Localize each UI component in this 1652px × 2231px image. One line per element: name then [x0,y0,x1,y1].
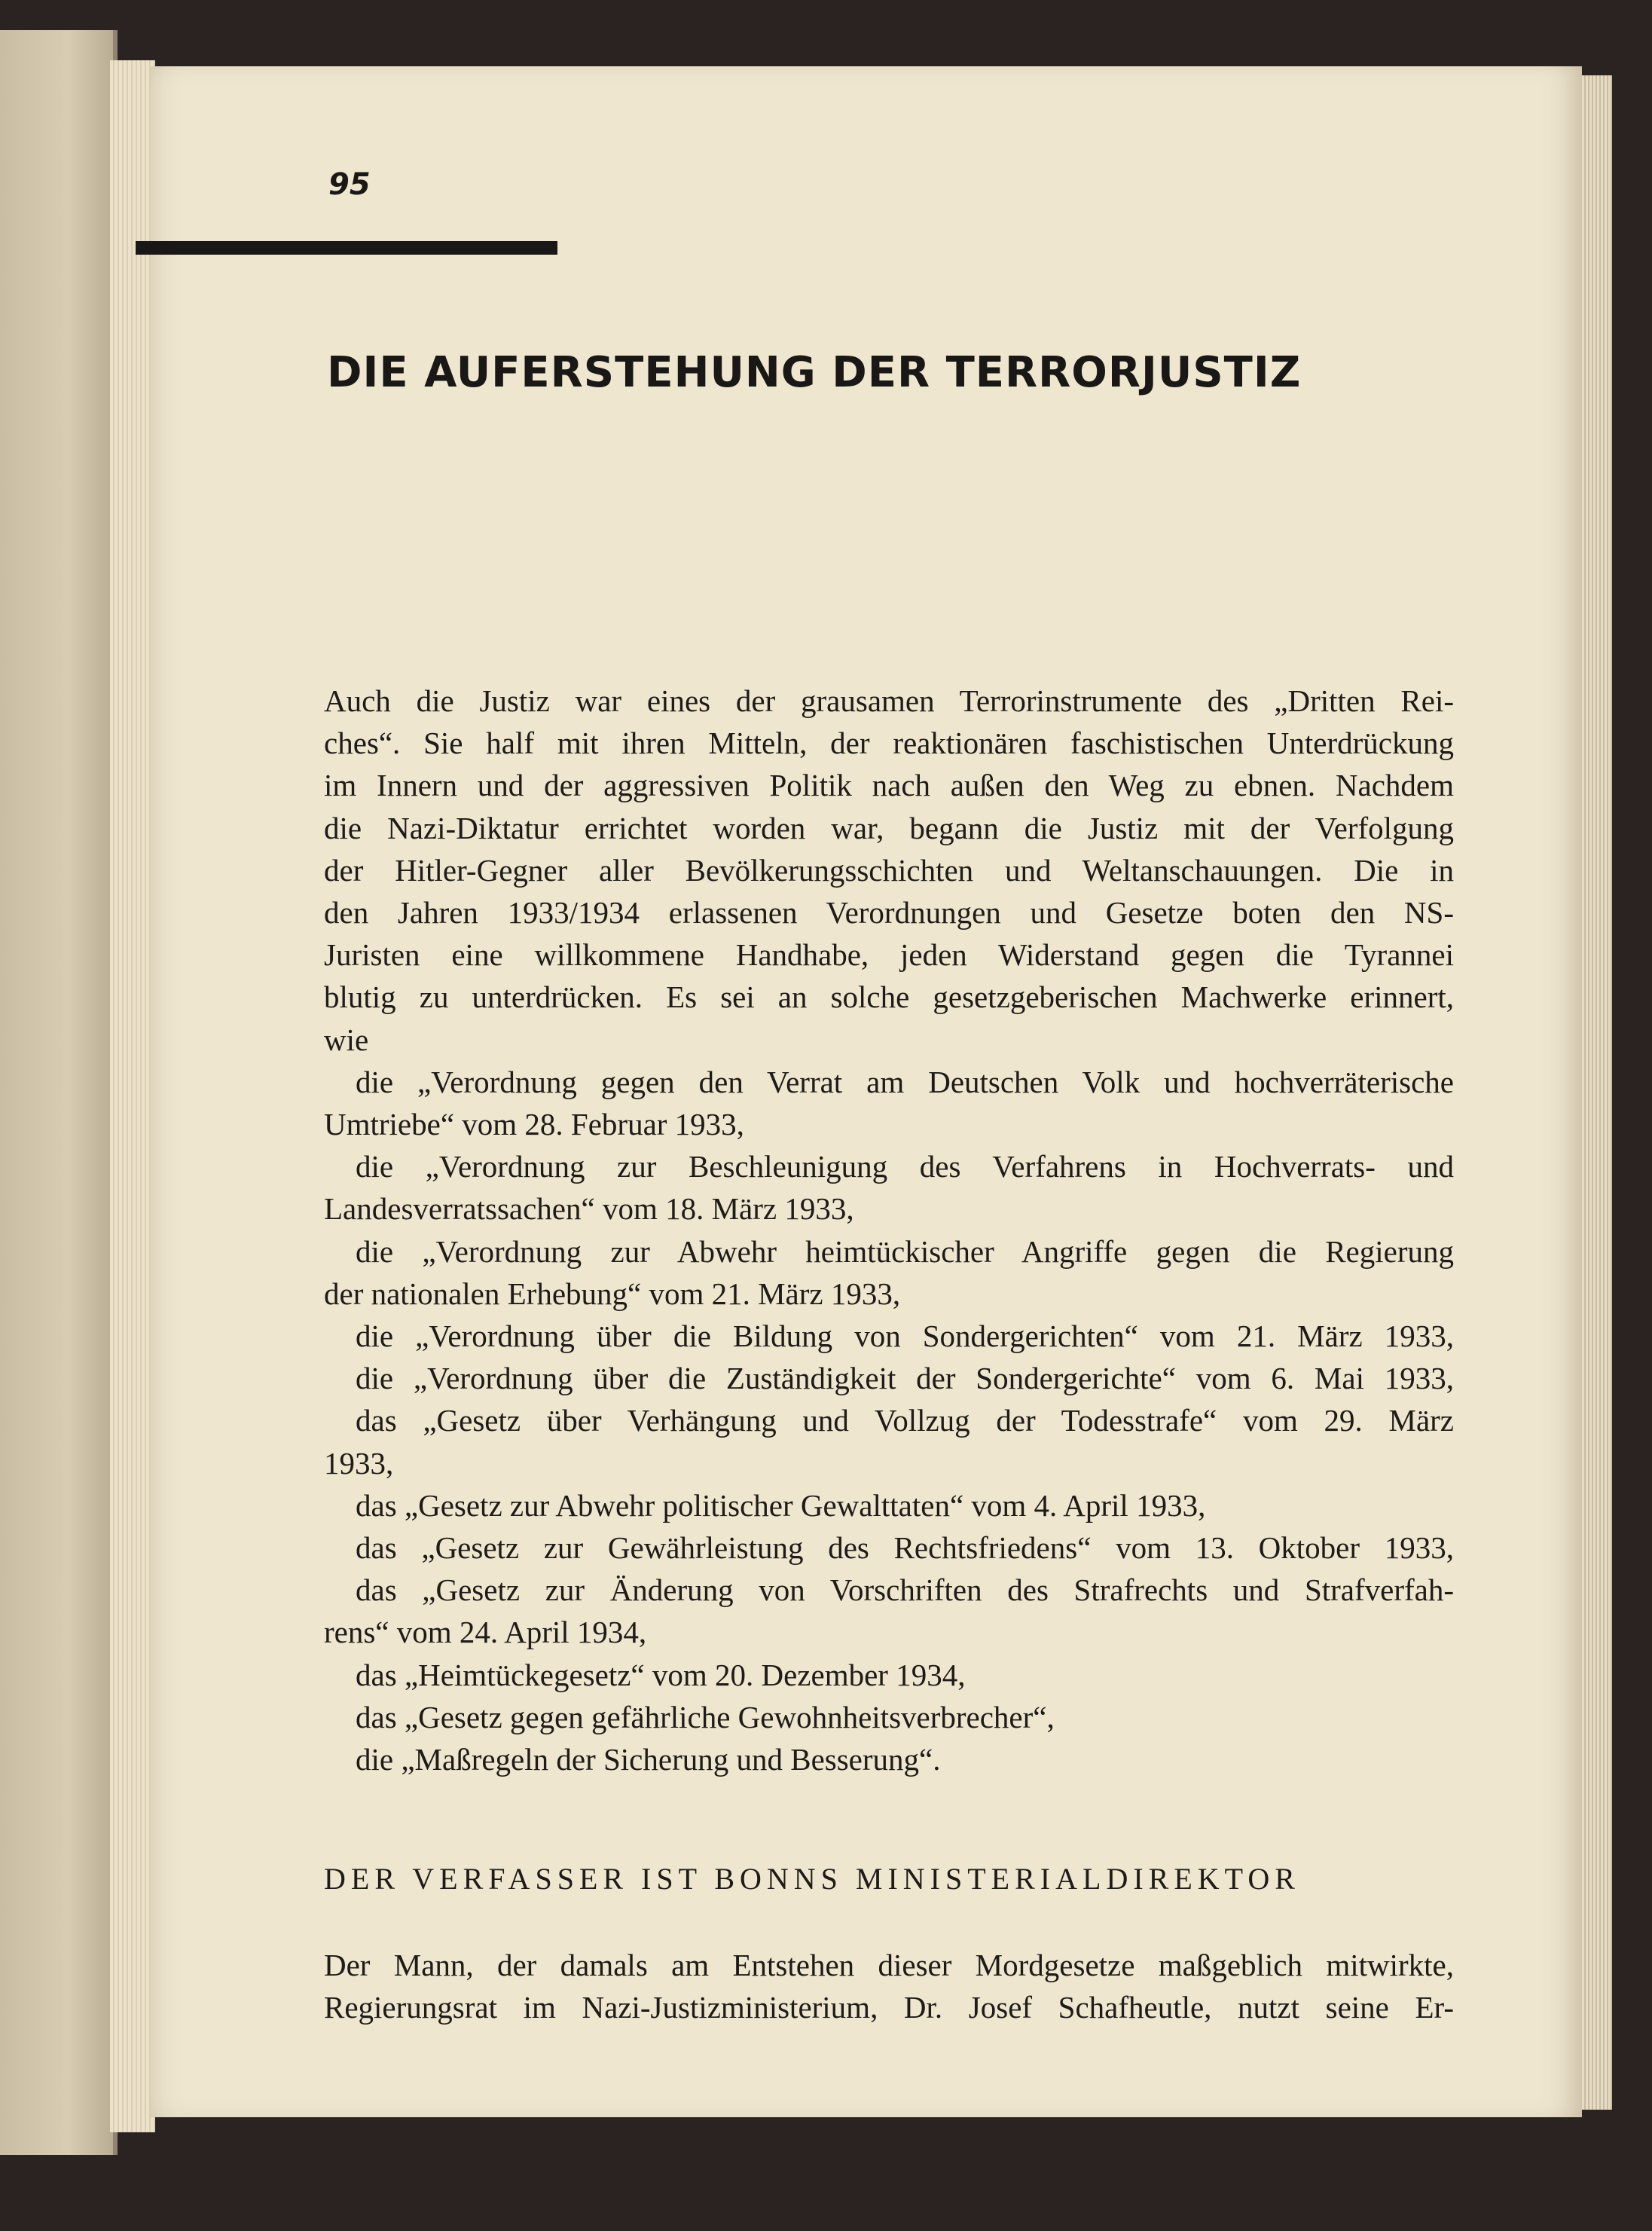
chapter-title: DIE AUFERSTEHUNG DER TERRORJUSTIZ [327,348,1302,397]
law-item-continuation: 1933, [324,1445,394,1481]
law-item: die „Verordnung zur Beschleunigung des Verfahrens in Hochverrats- und [356,1149,1454,1184]
body-text [324,680,1454,1780]
law-item: die „Verordnung zur Abwehr heimtückischer Angriffe gegen die Regierung [356,1233,1454,1269]
intro-line: Auch die Justiz war eines der grausamen Terrorinstrumente des „Dritten Rei- [324,683,1454,718]
law-item: die „Verordnung über die Zuständigkeit der Sondergerichte“ vom 6. Mai 1933, [356,1361,1454,1396]
page-stack-edge [110,60,155,2132]
law-item: das „Heimtückegesetz“ vom 20. Dezember 1934, [356,1657,966,1692]
header-rule [136,241,557,255]
law-item: die „Verordnung über die Bildung von Sondergerichten“ vom 21. März 1933, [356,1319,1454,1354]
law-item-continuation: Umtriebe“ vom 28. Februar 1933, [324,1107,744,1142]
law-item: das „Gesetz zur Abwehr politischer Gewalttaten“ vom 4. April 1933, [356,1487,1206,1523]
section-line: Der Mann, der damals am Entstehen dieser Mordgesetze maßgeblich mitwirkte, [324,1948,1454,1982]
law-item: das „Gesetz zur Änderung von Vorschriften des Strafrechts und Strafverfah- [356,1572,1454,1608]
law-item-continuation: der nationalen Erhebung“ vom 21. März 1933, [324,1276,901,1311]
law-item: die „Verordnung gegen den Verrat am Deutschen Volk und hochverräterische [356,1064,1454,1099]
intro-line: wie [324,1022,369,1057]
section-body-text [324,1944,1454,2028]
law-item: die „Maßregeln der Sicherung und Besserung“. [356,1742,941,1777]
intro-line: die Nazi-Diktatur errichtet worden war, begann die Justiz mit der Verfolgung [324,810,1454,845]
intro-line: Juristen eine willkommene Handhabe, jeden Widerstand gegen die Tyrannei [324,937,1454,973]
intro-line: ches“. Sie half mit ihren Mitteln, der reaktionären faschistischen Unterdrückung [324,726,1454,761]
intro-line: im Innern und der aggressiven Politik nach außen den Weg zu ebnen. Nachdem [324,768,1454,803]
left-page-edge [0,30,118,2155]
intro-line: den Jahren 1933/1934 erlassenen Verordnungen und Gesetze boten den NS- [324,895,1454,931]
law-item-continuation: rens“ vom 24. April 1934, [324,1615,647,1650]
law-item: das „Gesetz über Verhängung und Vollzug der Todesstrafe“ vom 29. März [356,1403,1454,1438]
page-number: 95 [328,167,371,202]
law-item-continuation: Landesverratssachen“ vom 18. März 1933, [324,1191,854,1227]
law-item: das „Gesetz gegen gefährliche Gewohnheitsverbrecher“, [356,1699,1055,1734]
intro-line: blutig zu unterdrücken. Es sei an solche gesetzgeberischen Machwerke erinnert, [324,980,1454,1015]
right-page-stack-edge [1582,75,1612,2110]
section-line: Regierungsrat im Nazi-Justizministerium, Dr. Josef Schafheutle, nutzt seine Er- [324,1990,1454,2025]
section-heading: DER VERFASSER IST BONNS MINISTERIALDIREKTOR [324,1862,1300,1896]
law-item: das „Gesetz zur Gewährleistung des Rechtsfriedens“ vom 13. Oktober 1933, [356,1530,1454,1566]
intro-line: der Hitler-Gegner aller Bevölkerungsschichten und Weltanschauungen. Die in [324,852,1454,888]
